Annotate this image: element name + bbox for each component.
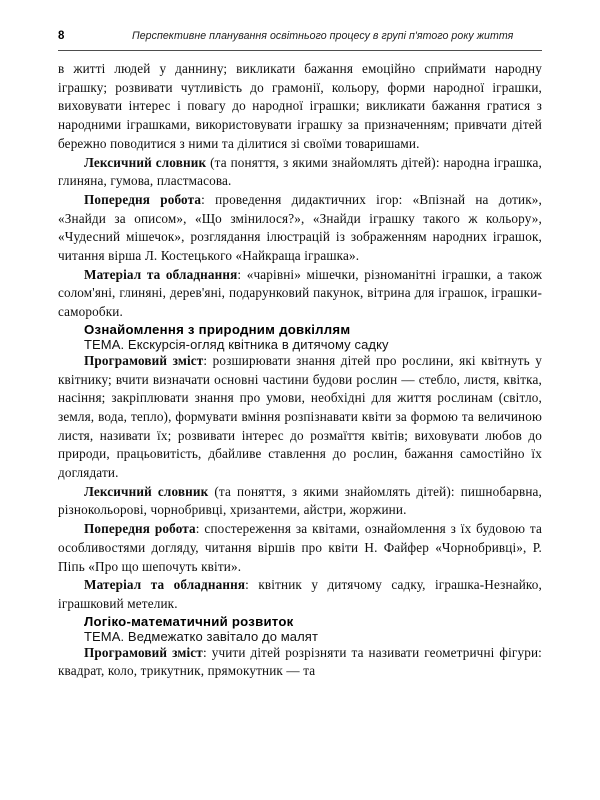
paragraph-program-content-3 [58,644,542,681]
text-materials-2: : квітник у дитячому садку, іграшка-Незнайко, іграшковий метелик. [58,577,543,611]
topic-line-nature-awareness: ТЕМА. Екскурсія-огляд квітника в дитячому садку [84,336,389,352]
paragraph-lexical-dictionary-2 [58,483,542,520]
text-lexical-dictionary-2: (та поняття, з якими знайомлять дітей): пишнобарвна, різнокольорові, чорнобривці, хризантеми, айстри, жоржини. [58,483,543,518]
paragraph-program-content-2 [58,352,542,483]
topic-line-logic-math: ТЕМА. Ведмежатко завітало до малят [84,628,318,644]
paragraph-prior-work-2 [58,520,542,576]
paragraph-continued: в житті людей у даннину; викликати бажання емоційно сприймати народну іграшку; розвивати чутливість до грамонії, кольору, форми народної іграшки, виховувати інтерес і повагу до народної іграшки; викликати бажання гратися з народними іграшками, використовувати іграшку за призначенням; привчати дітей бережно поводитися з ними та ділитися зі своїми товаришами. [58,61,542,151]
text-lexical-dictionary-1: (та поняття, з якими знайомлять дітей): народна іграшка, глиняна, гумова, пластмасова. [58,154,542,189]
paragraph-materials-2 [58,576,542,613]
section-heading-nature-awareness: Ознайомлення з природним довкіллям [84,321,351,337]
running-head-title: Перспективне планування освітнього процесу в групі п'ятого року життя [132,30,514,42]
label-program-content-2: Програмовий зміст [84,352,204,368]
text-program-content-3: : учити дітей розрізняти та називати геометричні фігури: квадрат, коло, трикутник, прямокутник — та [58,644,542,679]
text-prior-work-1: : проведення дидактичних ігор: «Впізнай на дотик», «Знайди за описом», «Що змінилося?», «Знайди іграшку такого ж кольору», «Чудесний мішечок», розглядання ілюстрацій із зображенням народних іграшок, читання вірша Л. Костецького «Найкраща іграшка». [58,191,542,264]
running-head [58,30,542,42]
paragraph-materials-1 [58,266,542,322]
header-divider-rule [58,50,542,51]
paragraph-prior-work-1 [58,191,542,266]
section-heading-logic-math: Логіко-математичний розвиток [84,613,294,629]
text-materials-1: : «чарівні» мішечки, різноманітні іграшки, а також солом'яні, глиняні, дерев'яні, подарунковий пакунок, вітрина для іграшок, іграшки-саморобки. [58,266,542,320]
label-prior-work-1: Попередня робота [84,191,202,207]
label-lexical-dictionary-2: Лексичний словник [84,483,209,499]
label-prior-work-2: Попередня робота [84,521,196,537]
paragraph-lexical-dictionary-1 [58,154,542,191]
text-program-content-2: : розширювати знання дітей про рослини, які квітнуть у квітнику; вчити визначати основні частини будови рослин — стебло, листя, квітка, насіння; закріплювати знання про умови, необхідні для життя рослинам (світло, земля, вода, тепло), формувати вміння розпізнавати квіти за формою та величиною листя, називати їх; розвивати інтерес до розмаїття квітів; виховувати любов до природи, працьовитість, дбайливе ставлення до рослин, бажання самостійно їх доглядати. [58,352,542,481]
label-lexical-dictionary-1: Лексичний словник [84,154,207,170]
label-program-content-3: Програмовий зміст [84,644,203,660]
label-materials-2: Матеріал та обладнання [84,577,246,593]
label-materials-1: Матеріал та обладнання [84,266,238,282]
page-number: 8 [58,30,65,42]
text-prior-work-2: : спостереження за квітами, ознайомлення з їх будовою та особливостями догляду, читання віршів про квіти Н. Файфер «Чорнобривці», Р. Піпь «Про що шепочуть квіти». [58,521,542,574]
text-column [58,60,542,681]
